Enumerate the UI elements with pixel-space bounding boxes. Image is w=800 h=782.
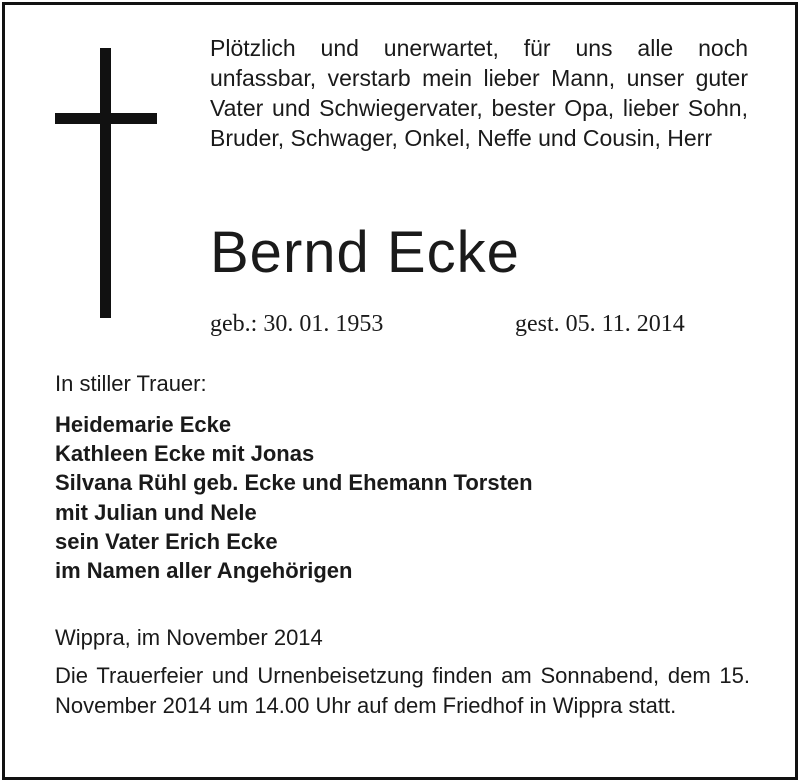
funeral-details: Die Trauerfeier und Urnenbeisetzung finden am Sonnabend, dem 15. November 2014 um 14.00 Uhr auf dem Friedhof in Wippra statt.	[55, 663, 750, 718]
deceased-name: Bernd Ecke	[210, 220, 520, 285]
cross-horizontal-bar	[55, 113, 157, 124]
mourning-label: In stiller Trauer:	[55, 371, 207, 396]
mourner-item: sein Vater Erich Ecke	[55, 528, 278, 554]
mourner-item: im Namen aller Angehörigen	[55, 558, 353, 584]
intro-text: Plötzlich und unerwartet, für uns alle noch unfassbar, verstarb mein lieber Mann, unser guter Vater und Schwiegervater, bester Opa, lieber Sohn, Bruder, Schwager, Onkel, Neffe und Cousin, Herr	[210, 35, 748, 151]
mourner-item: Heidemarie Ecke	[55, 412, 232, 437]
cross-vertical-bar	[100, 48, 111, 318]
mourner-item: mit Julian und Nele	[55, 499, 257, 525]
obituary-notice	[2, 2, 798, 780]
death-date: gest. 05. 11. 2014	[515, 311, 685, 337]
mourner-item: Silvana Rühl geb. Ecke und Ehemann Torsten	[55, 470, 533, 496]
mourners-list	[55, 410, 533, 585]
place-date: Wippra, im November 2014	[55, 625, 323, 650]
mourner-item: Kathleen Ecke mit Jonas	[55, 441, 315, 467]
birth-date: geb.: 30. 01. 1953	[210, 311, 384, 337]
